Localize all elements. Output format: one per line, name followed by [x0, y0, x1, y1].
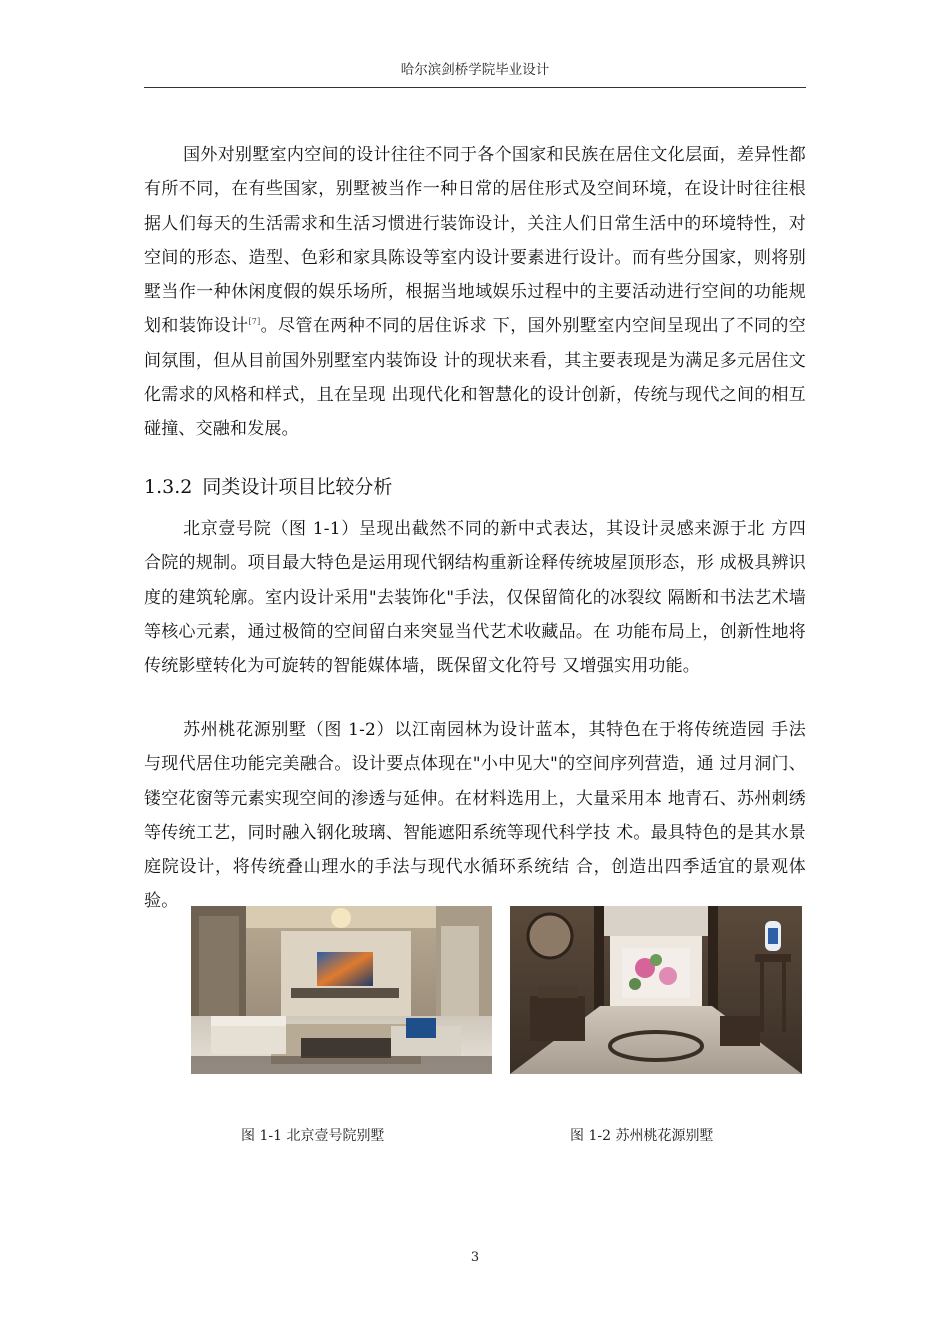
citation-marker[interactable]: [7]	[248, 317, 261, 327]
figure-beijing-villa-photo	[191, 906, 492, 1074]
header-rule	[144, 87, 806, 88]
section-title: 同类设计项目比较分析	[202, 476, 393, 498]
figure-1-2-caption: 图 1-2 苏州桃花源别墅	[570, 1128, 714, 1144]
paragraph1-text-a: 国外对别墅室内空间的设计往往不同于各个国家和民族在居住文化层面，差异性都有所不同，在有些国家，别墅被当作一种日常的居住形式及空间环境，在设计时往往根据人们每天的生活需求和生活习惯进行装饰设计，关注人们日常生活中的环境特性，对空间的形态、造型、色彩和家具陈设等室内设计要素进行设计。而有些分国家，则将别墅当作一种休闲度假的娱乐场所，根据当地域娱乐过程中的主要活动进行空间的功能规划和装饰设计	[144, 145, 806, 337]
paragraph-beijing-yihaoyuan: 北京壹号院（图 1-1）呈现出截然不同的新中式表达，其设计灵感来源于北 方四合院的规制。项目最大特色是运用现代钢结构重新诠释传统坡屋顶形态，形 成极具辨识度的建筑轮廓。室内设计采用"去装饰化"手法，仅保留简化的冰裂纹 隔断和书法艺术墙等核心元素，通过极简的空间留白来突显当代艺术收藏品。在 功能布局上，创新性地将传统影壁转化为可旋转的智能媒体墙，既保留文化符号 又增强实用功能。	[144, 519, 806, 677]
paragraph-suzhou-taohuayuan: 苏州桃花源别墅（图 1-2）以江南园林为设计蓝本，其特色在于将传统造园 手法与现代居住功能完美融合。设计要点体现在"小中见大"的空间序列营造，通 过月洞门、镂空花窗等元素实现空间的渗透与延伸。在材料选用上，大量采用本 地青石、苏州刺绣等传统工艺，同时融入钢化玻璃、智能遮阳系统等现代科学技 术。最具特色的是其水景庭院设计，将传统叠山理水的手法与现代水循环系统结 合，创造出四季适宜的景观体验。	[144, 720, 806, 912]
section-number: 1.3.2	[144, 476, 193, 498]
page-header: 哈尔滨剑桥学院毕业设计	[400, 62, 550, 78]
figure-1-1-caption: 图 1-1 北京壹号院别墅	[241, 1128, 385, 1144]
section-heading	[144, 472, 392, 499]
paragraph1-text-b: 。尽管在两种不同的居住诉求 下，国外别墅室内空间呈现出了不同的空间氛围，但从目前国外别墅室内装饰设 计的现状来看，其主要表现是为满足多元居住文化需求的风格和样式，且在呈现 出现代化和智慧化的设计创新，传统与现代之间的相互碰撞、交融和发展。	[144, 316, 807, 440]
paragraph-foreign-villa-design	[144, 138, 806, 447]
page-number: 3	[470, 1250, 480, 1265]
figure-suzhou-villa-photo	[510, 906, 802, 1074]
